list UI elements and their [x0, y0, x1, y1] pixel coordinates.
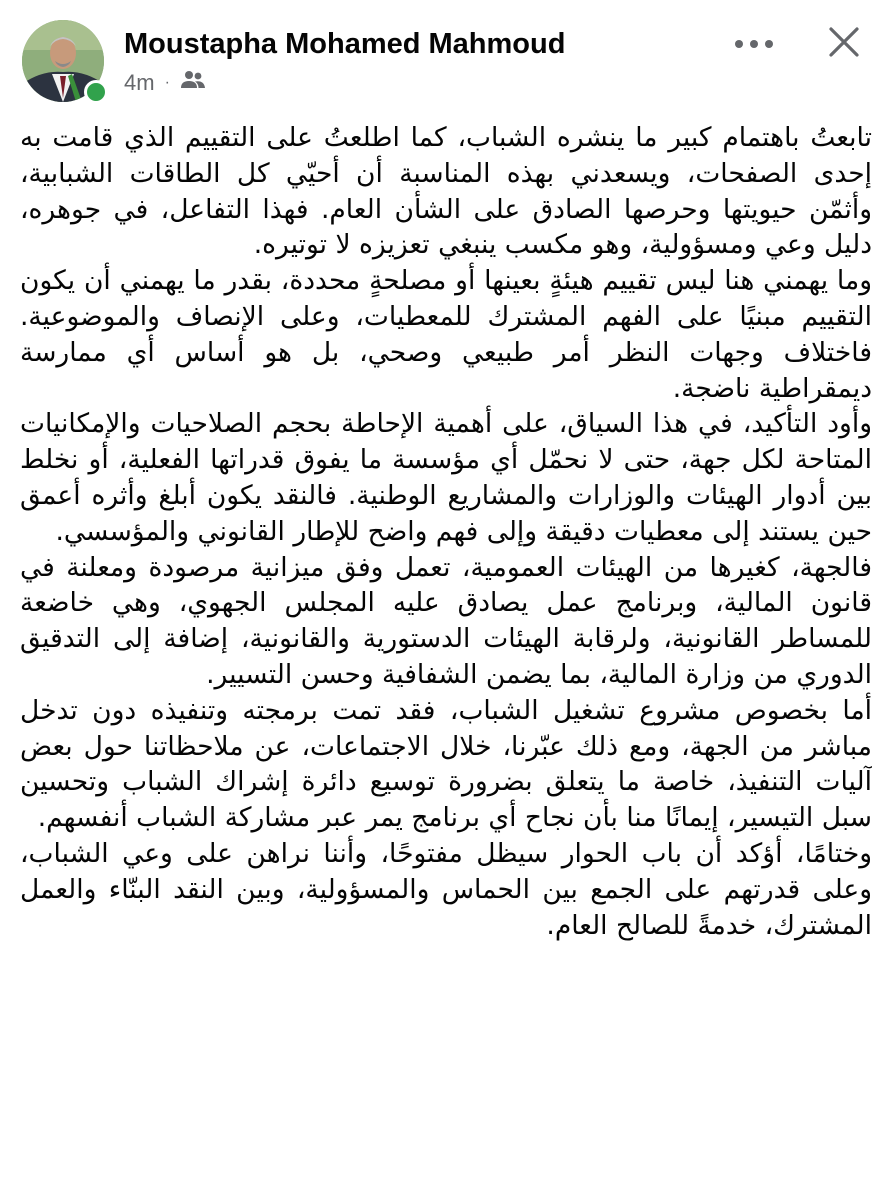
- post-paragraph: وما يهمني هنا ليس تقييم هيئةٍ بعينها أو مصلحةٍ محددة، بقدر ما يهمني أن يكون التقييم مبنيًا على الفهم المشترك للمعطيات، وعلى الإنصاف والموضوعية. فاختلاف وجهات النظر أمر طبيعي وصحي، بل هو أساس أي ممارسة ديمقراطية ناضجة.: [20, 265, 872, 404]
- post-paragraph: وأود التأكيد، في هذا السياق، على أهمية الإحاطة بحجم الصلاحيات والإمكانيات المتاحة لكل جهة، حتى لا نحمّل أي مؤسسة ما يفوق قدراتها الفعلية، أو نخلط بين أدوار الهيئات والوزارات والمشاريع الوطنية. فالنقد يكون أبلغ وأثره أعمق حين يستند إلى معطيات دقيقة وإلى فهم واضح للإطار القانوني والمؤسسي.: [20, 408, 872, 547]
- more-horizontal-icon: [734, 39, 774, 49]
- post-paragraph: أما بخصوص مشروع تشغيل الشباب، فقد تمت برمجته وتنفيذه دون تدخل مباشر من الجهة، ومع ذلك عبّرنا، خلال الاجتماعات، عن ملاحظاتنا حول بعض آليات التنفيذ، خاصة ما يتعلق بضرورة توسيع دائرة إشراك الشباب وتحسين سبل التيسير، إيمانًا منا بأن نجاح أي برنامج يمر عبر مشاركة الشباب أنفسهم.: [20, 694, 872, 834]
- post-paragraph: تابعتُ باهتمام كبير ما ينشره الشباب، كما اطلعتُ على التقييم الذي قامت به إحدى الصفحات، ويسعدني بهذه المناسبة أن أحيّي كل الطاقات الشبابية، وأثمّن حيويتها وحرصها الصادق على الشأن العام. فهذا التفاعل، في جوهره، دليل وعي ومسؤولية، وهو مكسب ينبغي تعزيزه لا توتيره.: [20, 122, 872, 261]
- post-header: [0, 0, 888, 118]
- more-options-button[interactable]: [730, 26, 778, 62]
- meta-separator: ·: [164, 74, 170, 91]
- close-icon: [827, 25, 861, 59]
- post-paragraph: فالجهة، كغيرها من الهيئات العمومية، تعمل وفق ميزانية مرصودة ومعلنة في قانون المالية، وبرنامج عمل يصادق عليه المجلس الجهوي، وهي خاضعة للمساطر القانونية، ولرقابة الهيئات الدستورية والقانونية، إضافة إلى التدقيق الدوري من وزارة المالية، بما يضمن الشفافية وحسن التسيير.: [20, 551, 872, 690]
- post-paragraph: وختامًا، أؤكد أن باب الحوار سيظل مفتوحًا، وأننا نراهن على وعي الشباب، وعلى قدرتهم على الجمع بين الحماس والمسؤولية، وبين النقد البنّاء والعمل المشترك، خدمةً للصالح العام.: [20, 837, 872, 941]
- post-text: [20, 120, 872, 1195]
- author-avatar[interactable]: [22, 20, 108, 106]
- post-timestamp[interactable]: 4m: [124, 70, 155, 95]
- close-button[interactable]: [822, 20, 866, 64]
- post-meta: [124, 66, 206, 100]
- online-status-indicator: [84, 80, 108, 104]
- author-name[interactable]: Moustapha Mohamed Mahmoud: [124, 28, 566, 60]
- friends-icon[interactable]: [180, 70, 206, 96]
